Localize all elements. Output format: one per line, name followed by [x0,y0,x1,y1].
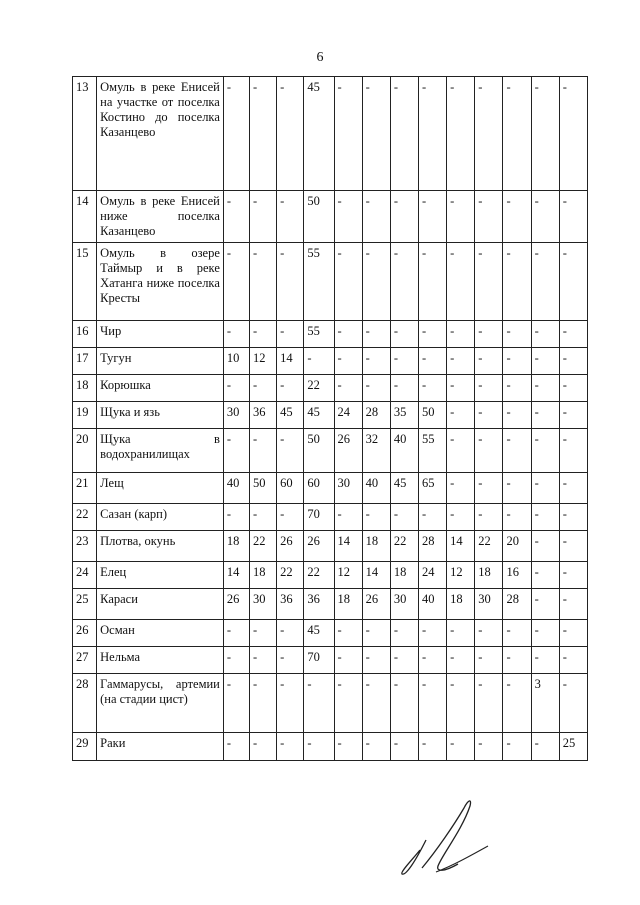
value-cell: - [362,620,390,647]
value-cell: - [250,191,277,243]
value-cell: - [223,429,249,473]
row-number: 19 [73,402,97,429]
value-cell: - [447,348,475,375]
value-cell: - [503,504,531,531]
value-cell: 20 [503,531,531,562]
value-cell: - [475,647,503,674]
value-cell: 18 [475,562,503,589]
value-cell: - [531,647,559,674]
value-cell: - [475,429,503,473]
species-name: Омуль в реке Енисей ниже поселка Казанцево [97,191,224,243]
value-cell: 50 [418,402,446,429]
value-cell: 26 [304,531,334,562]
value-cell: - [447,402,475,429]
value-cell: 24 [418,562,446,589]
value-cell: - [250,733,277,761]
value-cell: - [447,429,475,473]
value-cell: - [559,191,587,243]
value-cell: 26 [223,589,249,620]
table-row [73,473,588,504]
table-row [73,647,588,674]
value-cell: - [277,504,304,531]
value-cell: - [334,243,362,321]
row-number: 22 [73,504,97,531]
value-cell: - [531,321,559,348]
species-name: Чир [97,321,224,348]
value-cell: 26 [362,589,390,620]
value-cell: 18 [362,531,390,562]
value-cell: - [447,473,475,504]
value-cell: - [447,504,475,531]
value-cell: 60 [304,473,334,504]
value-cell: - [531,504,559,531]
value-cell: 14 [362,562,390,589]
value-cell: 55 [304,321,334,348]
value-cell: - [223,321,249,348]
value-cell: 14 [277,348,304,375]
value-cell: 12 [250,348,277,375]
value-cell: 45 [304,620,334,647]
value-cell: 30 [223,402,249,429]
table-row [73,589,588,620]
value-cell: 3 [531,674,559,733]
value-cell: - [277,620,304,647]
value-cell: - [334,191,362,243]
value-cell: 18 [447,589,475,620]
value-cell: - [390,620,418,647]
value-cell: 30 [475,589,503,620]
value-cell: - [447,77,475,191]
value-cell: - [475,348,503,375]
value-cell: - [559,504,587,531]
row-number: 24 [73,562,97,589]
value-cell: - [559,321,587,348]
value-cell: - [475,191,503,243]
value-cell: - [334,620,362,647]
species-name: Лещ [97,473,224,504]
value-cell: - [362,647,390,674]
row-number: 21 [73,473,97,504]
value-cell: - [390,77,418,191]
value-cell: - [418,647,446,674]
value-cell: 45 [390,473,418,504]
row-number: 13 [73,77,97,191]
species-name: Корюшка [97,375,224,402]
value-cell: - [418,243,446,321]
value-cell: 45 [304,402,334,429]
value-cell: 40 [418,589,446,620]
row-number: 17 [73,348,97,375]
page-number: 6 [316,50,324,65]
row-number: 23 [73,531,97,562]
value-cell: - [475,375,503,402]
row-number: 25 [73,589,97,620]
value-cell: - [362,321,390,348]
value-cell: - [559,620,587,647]
value-cell: - [390,733,418,761]
value-cell: - [362,191,390,243]
value-cell: - [390,504,418,531]
table-row [73,321,588,348]
row-number: 20 [73,429,97,473]
value-cell: 60 [277,473,304,504]
value-cell: - [223,375,249,402]
value-cell: - [531,375,559,402]
value-cell: - [362,375,390,402]
value-cell: 36 [277,589,304,620]
value-cell: 12 [447,562,475,589]
value-cell: 14 [447,531,475,562]
value-cell: - [503,647,531,674]
table-row [73,531,588,562]
value-cell: - [503,348,531,375]
value-cell: - [475,733,503,761]
value-cell: - [531,243,559,321]
value-cell: - [447,375,475,402]
value-cell: - [362,77,390,191]
species-name: Омуль в реке Енисей на участке от поселка Костино до поселка Казанцево [97,77,224,191]
row-number: 29 [73,733,97,761]
value-cell: - [334,321,362,348]
species-name: Раки [97,733,224,761]
value-cell: - [418,674,446,733]
value-cell: - [362,674,390,733]
value-cell: 65 [418,473,446,504]
value-cell: - [390,191,418,243]
value-cell: 18 [390,562,418,589]
value-cell: 28 [418,531,446,562]
value-cell: - [418,733,446,761]
value-cell: - [559,473,587,504]
value-cell: - [250,674,277,733]
row-number: 28 [73,674,97,733]
value-cell: 18 [250,562,277,589]
value-cell: 22 [475,531,503,562]
value-cell: - [223,191,249,243]
value-cell: - [277,429,304,473]
value-cell: 50 [304,191,334,243]
table-row [73,402,588,429]
species-name: Омуль в озере Таймыр и в реке Хатанга ниже поселка Кресты [97,243,224,321]
row-number: 27 [73,647,97,674]
table-row [73,429,588,473]
value-cell: - [390,375,418,402]
value-cell: - [250,77,277,191]
row-number: 14 [73,191,97,243]
value-cell: - [223,647,249,674]
value-cell: 45 [277,402,304,429]
value-cell: - [277,77,304,191]
value-cell: - [531,429,559,473]
value-cell: 14 [334,531,362,562]
value-cell: - [559,589,587,620]
value-cell: 55 [418,429,446,473]
row-number: 18 [73,375,97,402]
species-name: Тугун [97,348,224,375]
value-cell: - [559,77,587,191]
value-cell: 50 [250,473,277,504]
value-cell: - [418,504,446,531]
value-cell: 30 [334,473,362,504]
value-cell: - [559,375,587,402]
species-name: Плотва, окунь [97,531,224,562]
value-cell: 55 [304,243,334,321]
value-cell: - [334,504,362,531]
value-cell: 22 [304,375,334,402]
value-cell: - [475,77,503,191]
value-cell: 70 [304,504,334,531]
value-cell: 10 [223,348,249,375]
table-row [73,77,588,191]
value-cell: - [223,504,249,531]
value-cell: - [559,429,587,473]
table-row [73,243,588,321]
value-cell: - [447,647,475,674]
value-cell: - [447,733,475,761]
value-cell: - [362,733,390,761]
value-cell: - [503,429,531,473]
value-cell: - [503,473,531,504]
signature [392,790,502,880]
value-cell: 30 [250,589,277,620]
value-cell: - [559,402,587,429]
value-cell: - [475,243,503,321]
value-cell: - [304,733,334,761]
species-name: Щука и язь [97,402,224,429]
value-cell: 70 [304,647,334,674]
table-row [73,674,588,733]
value-cell: - [531,733,559,761]
value-cell: - [418,321,446,348]
value-cell: - [250,620,277,647]
value-cell: 36 [304,589,334,620]
value-cell: - [223,243,249,321]
value-cell: - [447,620,475,647]
value-cell: - [447,321,475,348]
value-cell: - [334,733,362,761]
value-cell: - [503,733,531,761]
value-cell: - [304,348,334,375]
row-number: 26 [73,620,97,647]
value-cell: - [503,620,531,647]
value-cell: - [223,674,249,733]
value-cell: - [277,191,304,243]
value-cell: 26 [277,531,304,562]
value-cell: - [559,348,587,375]
value-cell: - [334,674,362,733]
value-cell: 22 [250,531,277,562]
value-cell: - [531,348,559,375]
value-cell: - [447,191,475,243]
value-cell: - [503,402,531,429]
value-cell: - [223,620,249,647]
value-cell: 40 [362,473,390,504]
species-name: Осман [97,620,224,647]
value-cell: - [503,243,531,321]
value-cell: - [250,321,277,348]
species-name: Щука в водохранилищах [97,429,224,473]
value-cell: - [418,348,446,375]
value-cell: - [390,348,418,375]
value-cell: - [531,77,559,191]
value-cell: 36 [250,402,277,429]
value-cell: - [503,674,531,733]
table-row [73,348,588,375]
value-cell: - [390,243,418,321]
value-cell: - [531,589,559,620]
value-cell: - [390,321,418,348]
value-cell: - [531,531,559,562]
value-cell: - [418,77,446,191]
value-cell: - [475,620,503,647]
value-cell: - [559,562,587,589]
value-cell: - [277,375,304,402]
value-cell: - [531,473,559,504]
value-cell: - [334,647,362,674]
value-cell: - [223,77,249,191]
value-cell: - [362,504,390,531]
species-name: Сазан (карп) [97,504,224,531]
value-cell: - [559,674,587,733]
species-size-table [72,76,588,761]
value-cell: - [447,243,475,321]
value-cell: 28 [362,402,390,429]
value-cell: - [390,647,418,674]
value-cell: - [475,321,503,348]
value-cell: - [250,429,277,473]
value-cell: - [559,243,587,321]
value-cell: - [250,504,277,531]
value-cell: - [277,243,304,321]
value-cell: - [559,647,587,674]
species-name: Елец [97,562,224,589]
value-cell: 12 [334,562,362,589]
value-cell: - [250,243,277,321]
value-cell: - [531,191,559,243]
table-row [73,620,588,647]
table-row [73,562,588,589]
value-cell: - [277,674,304,733]
value-cell: - [475,674,503,733]
value-cell: - [362,243,390,321]
value-cell: - [559,531,587,562]
value-cell: - [475,473,503,504]
value-cell: 28 [503,589,531,620]
value-cell: 24 [334,402,362,429]
value-cell: - [503,77,531,191]
value-cell: 22 [304,562,334,589]
value-cell: - [503,321,531,348]
species-name: Караси [97,589,224,620]
value-cell: - [277,733,304,761]
value-cell: 26 [334,429,362,473]
table-row [73,375,588,402]
value-cell: 45 [304,77,334,191]
value-cell: - [531,402,559,429]
row-number: 15 [73,243,97,321]
value-cell: 22 [277,562,304,589]
value-cell: - [304,674,334,733]
value-cell: 18 [223,531,249,562]
value-cell: - [277,321,304,348]
row-number: 16 [73,321,97,348]
table-row [73,733,588,761]
value-cell: - [447,674,475,733]
value-cell: 40 [390,429,418,473]
value-cell: 14 [223,562,249,589]
value-cell: - [334,375,362,402]
value-cell: - [503,191,531,243]
value-cell: 40 [223,473,249,504]
table-row [73,504,588,531]
value-cell: 30 [390,589,418,620]
value-cell: 35 [390,402,418,429]
value-cell: - [250,647,277,674]
species-name: Гаммарусы, артемии (на стадии цист) [97,674,224,733]
value-cell: - [390,674,418,733]
value-cell: - [334,77,362,191]
value-cell: - [418,191,446,243]
value-cell: - [362,348,390,375]
value-cell: - [531,620,559,647]
value-cell: - [418,375,446,402]
value-cell: - [418,620,446,647]
value-cell: - [334,348,362,375]
value-cell: - [475,504,503,531]
value-cell: 22 [390,531,418,562]
value-cell: - [531,562,559,589]
value-cell: 25 [559,733,587,761]
value-cell: 18 [334,589,362,620]
value-cell: - [475,402,503,429]
species-name: Нельма [97,647,224,674]
value-cell: 32 [362,429,390,473]
table-row [73,191,588,243]
value-cell: - [250,375,277,402]
value-cell: 50 [304,429,334,473]
value-cell: - [503,375,531,402]
value-cell: 16 [503,562,531,589]
value-cell: - [223,733,249,761]
value-cell: - [277,647,304,674]
